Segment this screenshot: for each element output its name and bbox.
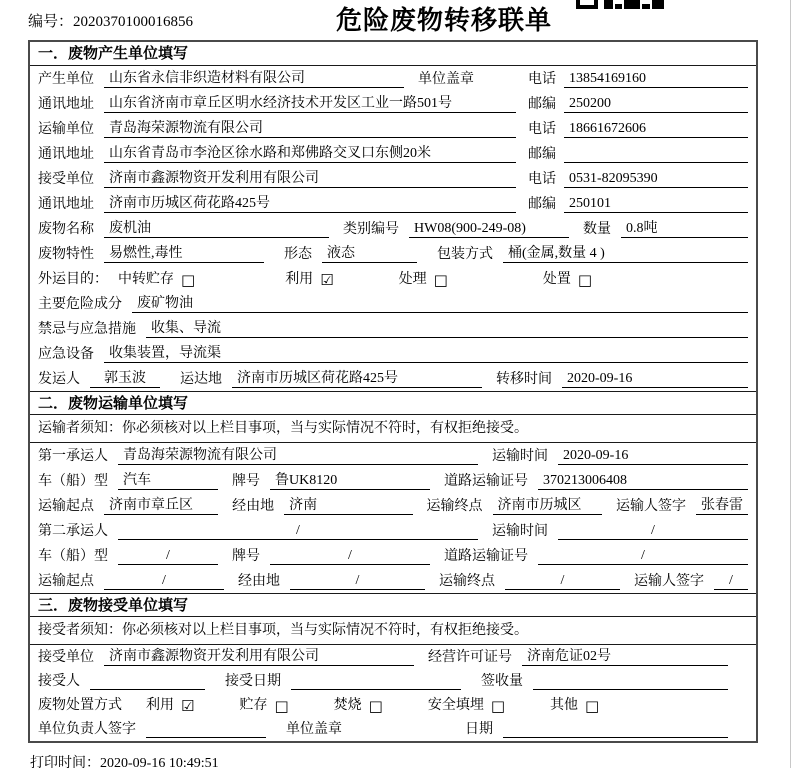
checkbox-icon: □ bbox=[490, 697, 506, 715]
unit-seal-label: 单位盖章 bbox=[418, 72, 474, 87]
zip-label: 邮编 bbox=[528, 197, 556, 212]
accepting-unit-row bbox=[30, 645, 756, 669]
dispatch-row bbox=[30, 366, 756, 391]
plate-value: 鲁UK8120 bbox=[270, 472, 430, 490]
packaging-label: 包装方式 bbox=[437, 247, 493, 262]
plate2-value: / bbox=[270, 547, 430, 565]
transfer-time-value: 2020-09-16 bbox=[562, 370, 748, 388]
disposal-method-row bbox=[30, 693, 756, 717]
purpose-option-dispose bbox=[543, 268, 592, 288]
receiver-notice: 接受者须知：你必须核对以上栏目事项，当与实际情况不符时，有权拒绝接受。 bbox=[30, 617, 756, 645]
producer-address-value: 山东省济南市章丘区明水经济技术开发区工业一路501号 bbox=[104, 95, 516, 113]
print-time-label: 打印时间： bbox=[30, 756, 100, 768]
license-label: 经营许可证号 bbox=[428, 650, 512, 665]
quantity-value: 0.8吨 bbox=[621, 220, 748, 238]
quantity-label: 数量 bbox=[583, 222, 611, 237]
unit-seal-label: 单位盖章 bbox=[286, 722, 342, 737]
destination-label: 运达地 bbox=[180, 372, 222, 387]
page-edge-divider bbox=[790, 0, 791, 768]
via-label: 经由地 bbox=[238, 574, 280, 589]
checkbox-label: 中转贮存 bbox=[118, 272, 174, 287]
receiver-label: 接受单位 bbox=[38, 172, 94, 187]
packaging-value: 桶(金属,数量 4 ) bbox=[503, 245, 748, 263]
checkbox-icon: □ bbox=[585, 697, 600, 715]
producer-address-row bbox=[30, 91, 756, 116]
road-permit-value: 370213006408 bbox=[538, 472, 748, 490]
transport-time-label: 运输时间 bbox=[492, 524, 548, 539]
waste-traits-label: 废物特性 bbox=[38, 247, 94, 262]
address-label: 通讯地址 bbox=[38, 147, 94, 162]
address-label: 通讯地址 bbox=[38, 197, 94, 212]
vehicle2-row bbox=[30, 543, 756, 568]
category-code-label: 类别编号 bbox=[343, 222, 399, 237]
carrier2-label: 第二承运人 bbox=[38, 524, 108, 539]
transporter-row bbox=[30, 116, 756, 141]
plate-label: 牌号 bbox=[232, 549, 260, 564]
disposal-option-incinerate bbox=[334, 694, 383, 714]
form-label: 形态 bbox=[284, 247, 312, 262]
dispatcher-value: 郭玉波 bbox=[90, 370, 160, 388]
waste-name-label: 废物名称 bbox=[38, 222, 94, 237]
vehicle-type2-value: / bbox=[118, 547, 218, 565]
waste-traits-value: 易燃性,毒性 bbox=[104, 245, 264, 263]
vehicle-type-value: 汽车 bbox=[118, 472, 218, 490]
checkbox-label: 处置 bbox=[542, 272, 571, 287]
accept-date-label: 接受日期 bbox=[225, 674, 281, 689]
route1-row bbox=[30, 493, 756, 518]
disposal-option-other bbox=[550, 694, 599, 714]
checkbox-label: 贮存 bbox=[239, 698, 268, 713]
transport-time-value: 2020-09-16 bbox=[558, 447, 748, 465]
receiver-address-value: 济南市历城区荷花路425号 bbox=[104, 195, 516, 213]
phone-label: 电话 bbox=[528, 122, 556, 137]
carrier-signature-label: 运输人签字 bbox=[634, 574, 704, 589]
checkbox-checked-icon: ☑ bbox=[181, 697, 195, 715]
responsible-signature-value bbox=[146, 721, 266, 738]
receiver-value: 济南市鑫源物资开发利用有限公司 bbox=[104, 170, 516, 188]
checkbox-icon: □ bbox=[181, 271, 196, 289]
section1-title: 一．废物产生单位填写 bbox=[30, 42, 756, 66]
carrier1-row bbox=[30, 443, 756, 468]
zip-label: 邮编 bbox=[528, 147, 556, 162]
vehicle-type-label: 车（船）型 bbox=[38, 474, 108, 489]
destination-value: 济南市历城区荷花路425号 bbox=[232, 370, 482, 388]
via-value: 济南 bbox=[284, 497, 412, 515]
vehicle-type-label: 车（船）型 bbox=[38, 549, 108, 564]
producer-phone-value: 13854169160 bbox=[564, 70, 748, 88]
carrier2-row bbox=[30, 518, 756, 543]
route-start2-value: / bbox=[104, 572, 224, 590]
qr-module bbox=[624, 0, 640, 9]
receiver-zip-group bbox=[528, 195, 748, 213]
zip-label: 邮编 bbox=[528, 97, 556, 112]
acceptor-row bbox=[30, 669, 756, 693]
received-qty-label: 签收量 bbox=[481, 674, 523, 689]
via-label: 经由地 bbox=[232, 499, 275, 514]
checkbox-icon: □ bbox=[577, 271, 593, 289]
phone-label: 电话 bbox=[528, 72, 556, 87]
transporter-notice: 运输者须知：你必须核对以上栏目事项，当与实际情况不符时，有权拒绝接受。 bbox=[30, 415, 756, 443]
transfer-time-label: 转移时间 bbox=[496, 372, 552, 387]
qr-code-fragment-icon bbox=[576, 0, 664, 9]
receiver-phone-value: 0531-82095390 bbox=[564, 170, 748, 188]
document-title: 危险废物转移联单 bbox=[335, 5, 552, 35]
hazard-component-row bbox=[30, 291, 756, 316]
carrier-signature2-value: / bbox=[714, 572, 748, 590]
route-end-label: 运输终点 bbox=[439, 574, 495, 589]
emergency-measures-value: 收集、导流 bbox=[146, 320, 748, 338]
disposal-option-landfill bbox=[428, 694, 505, 714]
route-start-label: 运输起点 bbox=[38, 574, 94, 589]
disposal-option-store bbox=[239, 694, 288, 714]
checkbox-label: 安全填埋 bbox=[427, 698, 484, 713]
qr-module bbox=[642, 4, 650, 9]
route-start-label: 运输起点 bbox=[38, 499, 94, 514]
transport-time2-value: / bbox=[558, 522, 748, 540]
checkbox-icon: □ bbox=[433, 271, 448, 289]
transfer-purpose-label: 外运目的： bbox=[38, 272, 108, 287]
emergency-equipment-row bbox=[30, 341, 756, 366]
print-time bbox=[30, 752, 219, 768]
qr-module bbox=[615, 4, 622, 9]
transfer-purpose-row bbox=[30, 266, 756, 291]
receiver-row bbox=[30, 166, 756, 191]
acceptor-label: 接受人 bbox=[38, 674, 80, 689]
disposal-method-label: 废物处置方式 bbox=[38, 698, 122, 713]
waste-traits-row bbox=[30, 241, 756, 266]
license-value: 济南危证02号 bbox=[522, 648, 728, 666]
print-time-value: 2020-09-16 10:49:51 bbox=[100, 756, 219, 768]
producer-zip-value: 250200 bbox=[564, 95, 748, 113]
transporter-phone-group bbox=[528, 120, 748, 138]
form-value: 液态 bbox=[322, 245, 417, 263]
transport-time-label: 运输时间 bbox=[492, 449, 548, 464]
checkbox-label: 处理 bbox=[398, 272, 427, 287]
route2-row bbox=[30, 568, 756, 593]
qr-module bbox=[652, 0, 664, 9]
transporter-zip-group bbox=[528, 146, 748, 163]
producer-label: 产生单位 bbox=[38, 72, 94, 87]
transporter-value: 青岛海荣源物流有限公司 bbox=[104, 120, 516, 138]
accepting-unit-label: 接受单位 bbox=[38, 650, 94, 665]
responsible-signature-label: 单位负责人签字 bbox=[38, 722, 136, 737]
serial-value: 2020370100016856 bbox=[73, 14, 194, 30]
address-label: 通讯地址 bbox=[38, 97, 94, 112]
route-start-value: 济南市章丘区 bbox=[104, 497, 218, 515]
acceptor-value bbox=[90, 673, 205, 690]
route-end-label: 运输终点 bbox=[426, 499, 483, 514]
purpose-option-storage bbox=[118, 268, 195, 288]
checkbox-label: 利用 bbox=[285, 272, 314, 287]
emergency-equipment-value: 收集装置，导流渠 bbox=[104, 345, 748, 363]
accepting-unit-value: 济南市鑫源物资开发利用有限公司 bbox=[104, 648, 414, 666]
manifest-form bbox=[28, 40, 758, 743]
receiver-phone-group bbox=[528, 170, 748, 188]
transporter-label: 运输单位 bbox=[38, 122, 94, 137]
checkbox-label: 焚烧 bbox=[333, 698, 362, 713]
emergency-equipment-label: 应急设备 bbox=[38, 347, 94, 362]
date-label: 日期 bbox=[465, 722, 493, 737]
qr-module bbox=[604, 0, 613, 9]
carrier1-value: 青岛海荣源物流有限公司 bbox=[118, 447, 478, 465]
waste-name-row bbox=[30, 216, 756, 241]
checkbox-checked-icon: ☑ bbox=[320, 271, 334, 289]
receiver-zip-value: 250101 bbox=[564, 195, 748, 213]
road-permit-label: 道路运输证号 bbox=[444, 474, 528, 489]
emergency-measures-label: 禁忌与应急措施 bbox=[38, 322, 136, 337]
purpose-option-utilize bbox=[285, 268, 333, 288]
carrier2-value: / bbox=[118, 522, 478, 540]
checkbox-label: 其他 bbox=[550, 698, 579, 713]
qr-position-square bbox=[576, 0, 598, 9]
vehicle1-row bbox=[30, 468, 756, 493]
plate-label: 牌号 bbox=[232, 474, 260, 489]
transporter-phone-value: 18661672606 bbox=[564, 120, 748, 138]
phone-label: 电话 bbox=[528, 172, 556, 187]
carrier-signature-label: 运输人签字 bbox=[615, 499, 686, 514]
checkbox-icon: □ bbox=[368, 697, 383, 715]
date-value bbox=[503, 721, 728, 738]
producer-phone-group bbox=[528, 70, 748, 88]
receiver-address-row bbox=[30, 191, 756, 216]
emergency-measures-row bbox=[30, 316, 756, 341]
road-permit-label: 道路运输证号 bbox=[444, 549, 528, 564]
received-qty-value bbox=[533, 673, 728, 690]
via2-value: / bbox=[290, 572, 425, 590]
checkbox-icon: □ bbox=[274, 697, 289, 715]
producer-value: 山东省永信非织造材料有限公司 bbox=[104, 70, 404, 88]
carrier-signature-value: 张春雷 bbox=[696, 497, 748, 515]
section2-title: 二．废物运输单位填写 bbox=[30, 391, 756, 415]
hazard-component-value: 废矿物油 bbox=[132, 295, 748, 313]
accept-date-value bbox=[291, 673, 461, 690]
producer-zip-group bbox=[528, 95, 748, 113]
hazard-component-label: 主要危险成分 bbox=[38, 297, 122, 312]
purpose-option-treat bbox=[399, 268, 448, 288]
transporter-address-value: 山东省青岛市李沧区徐水路和郑佛路交叉口东侧20米 bbox=[104, 145, 516, 163]
disposal-option-utilize bbox=[146, 694, 194, 714]
serial-label: 编号： bbox=[28, 14, 74, 30]
category-code-value: HW08(900-249-08) bbox=[409, 220, 569, 238]
transporter-address-row bbox=[30, 141, 756, 166]
waste-name-value: 废机油 bbox=[104, 220, 329, 238]
dispatcher-label: 发运人 bbox=[38, 372, 80, 387]
section3-title: 三．废物接受单位填写 bbox=[30, 593, 756, 617]
route-end-value: 济南市历城区 bbox=[493, 497, 602, 515]
road-permit2-value: / bbox=[538, 547, 748, 565]
producer-row bbox=[30, 66, 756, 91]
route-end2-value: / bbox=[505, 572, 620, 590]
carrier1-label: 第一承运人 bbox=[38, 449, 108, 464]
checkbox-label: 利用 bbox=[146, 698, 174, 713]
responsible-signature-row bbox=[30, 717, 756, 741]
transporter-zip-value bbox=[564, 146, 748, 163]
